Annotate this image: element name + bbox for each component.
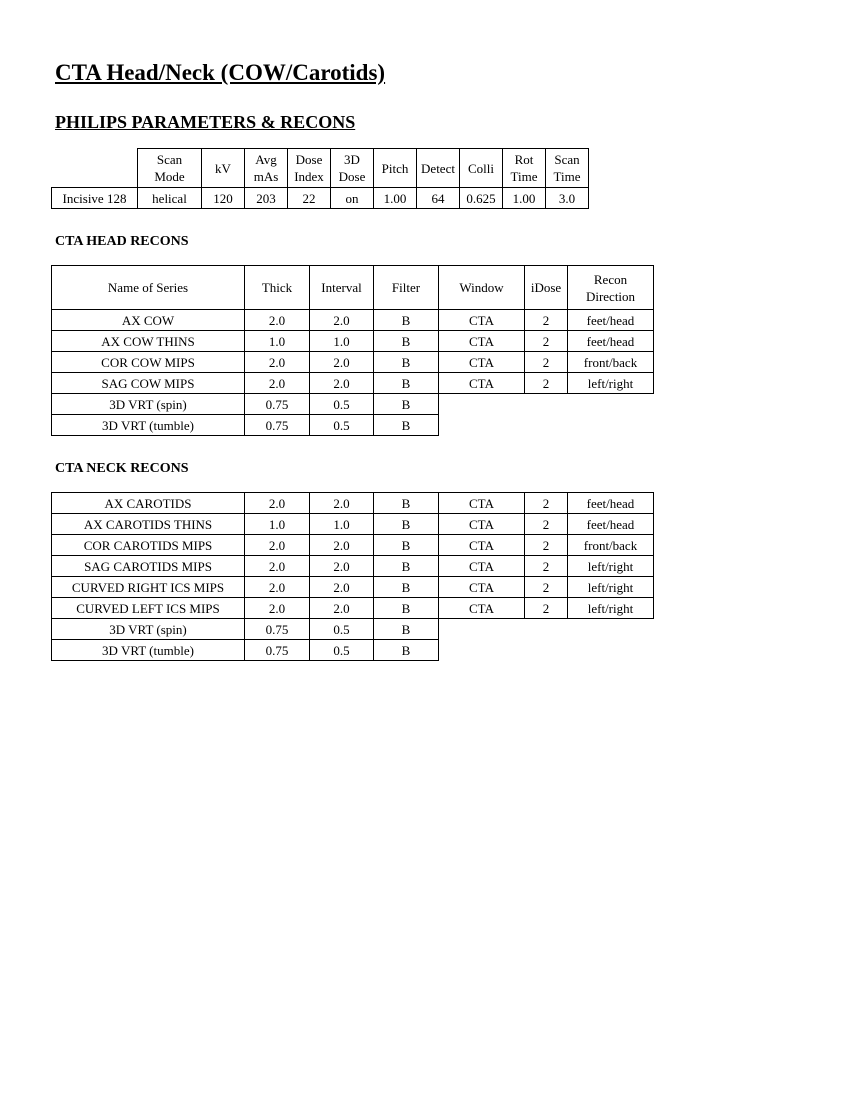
params-header-cell (503, 149, 546, 188)
head-recon-cell: 0.75 (245, 415, 310, 436)
head-recon-cell: feet/head (568, 331, 654, 352)
head-recon-cell: front/back (568, 352, 654, 373)
head-recon-cell: feet/head (568, 310, 654, 331)
params-header-cell (546, 149, 589, 188)
header-text: Scan (156, 152, 183, 167)
neck-recon-row (52, 535, 654, 556)
params-header-cell (374, 149, 417, 188)
neck-recon-cell: 1.0 (245, 514, 310, 535)
head-recon-cell: 0.75 (245, 394, 310, 415)
neck-recon-row (52, 619, 654, 640)
header-text: Scan (554, 152, 580, 167)
head-recon-header-row (52, 266, 654, 310)
header-text: Direction (585, 288, 636, 304)
params-cell: helical (138, 188, 202, 209)
neck-recon-cell: SAG CAROTIDS MIPS (52, 556, 245, 577)
header-text: mAs (253, 169, 279, 184)
head-recon-cell: AX COW (52, 310, 245, 331)
neck-recon-cell: left/right (568, 556, 654, 577)
header-text: Name of Series (107, 280, 189, 295)
header-text: Time (510, 169, 538, 184)
head-recon-cell: 2 (525, 373, 568, 394)
params-cell: 3.0 (546, 188, 589, 209)
neck-recon-empty-cell (525, 640, 568, 661)
neck-recon-row (52, 514, 654, 535)
neck-recon-cell: 2.0 (245, 577, 310, 598)
head-recon-cell: CTA (439, 310, 525, 331)
head-recon-cell: 1.0 (310, 331, 374, 352)
neck-recon-cell: left/right (568, 598, 654, 619)
params-header-cell (138, 149, 202, 188)
head-recons-table (51, 265, 654, 436)
neck-recon-row (52, 598, 654, 619)
neck-recon-empty-cell (568, 640, 654, 661)
neck-recon-cell: AX CAROTIDS THINS (52, 514, 245, 535)
head-recon-cell: 0.5 (310, 415, 374, 436)
neck-recon-cell: feet/head (568, 514, 654, 535)
neck-recons-heading: CTA NECK RECONS (55, 461, 189, 476)
neck-recon-cell: 3D VRT (spin) (52, 619, 245, 640)
head-recon-cell: 2.0 (310, 373, 374, 394)
neck-recon-cell: CTA (439, 556, 525, 577)
page-title: CTA Head/Neck (COW/Carotids) (55, 60, 386, 85)
head-recon-empty-cell (525, 394, 568, 415)
head-recon-cell: COR COW MIPS (52, 352, 245, 373)
params-header-cell (202, 149, 245, 188)
params-header-cell (417, 149, 460, 188)
header-text: Dose (295, 152, 323, 167)
neck-recon-cell: 2.0 (310, 598, 374, 619)
head-recon-empty-cell (439, 415, 525, 436)
head-recon-cell: 2.0 (245, 310, 310, 331)
header-text: Colli (467, 160, 494, 176)
neck-recon-empty-cell (439, 640, 525, 661)
head-recon-empty-cell (568, 394, 654, 415)
head-recon-empty-cell (439, 394, 525, 415)
header-text: Pitch (381, 160, 409, 176)
head-recon-cell: B (374, 373, 439, 394)
head-recon-cell: CTA (439, 352, 525, 373)
params-cell: 120 (202, 188, 245, 209)
head-recon-cell: 2 (525, 352, 568, 373)
head-recon-header-cell (525, 266, 568, 310)
params-cell: 1.00 (503, 188, 546, 209)
neck-recon-cell: 2.0 (310, 577, 374, 598)
head-recon-cell: SAG COW MIPS (52, 373, 245, 394)
head-recon-cell: B (374, 310, 439, 331)
header-text: Dose (338, 169, 366, 184)
params-cell: 203 (245, 188, 288, 209)
neck-recon-cell: 2 (525, 514, 568, 535)
head-recon-empty-cell (525, 415, 568, 436)
neck-recon-cell: 0.5 (310, 640, 374, 661)
head-recon-cell: CTA (439, 331, 525, 352)
head-recon-cell: 0.5 (310, 394, 374, 415)
neck-recon-cell: 0.75 (245, 640, 310, 661)
header-text: Time (553, 169, 581, 184)
neck-recon-cell: 2.0 (245, 493, 310, 514)
head-recon-cell: 3D VRT (spin) (52, 394, 245, 415)
head-recon-row (52, 394, 654, 415)
params-cell: 1.00 (374, 188, 417, 209)
head-recon-header-cell (568, 266, 654, 310)
head-recon-header-cell (374, 266, 439, 310)
header-text: kV (215, 160, 231, 176)
neck-recon-cell: B (374, 619, 439, 640)
neck-recon-cell: CTA (439, 493, 525, 514)
neck-recon-cell: CTA (439, 535, 525, 556)
header-text: Rot (514, 152, 534, 167)
head-recon-cell: AX COW THINS (52, 331, 245, 352)
head-recon-row (52, 352, 654, 373)
params-cell: on (331, 188, 374, 209)
neck-recon-cell: CURVED RIGHT ICS MIPS (52, 577, 245, 598)
neck-recon-cell: B (374, 535, 439, 556)
header-text: Index (294, 169, 324, 184)
neck-recon-cell: 0.5 (310, 619, 374, 640)
head-recon-cell: B (374, 415, 439, 436)
head-recon-cell: 2.0 (310, 310, 374, 331)
header-text: Recon (593, 271, 628, 287)
head-recon-header-cell (52, 266, 245, 310)
head-recon-cell: 2.0 (245, 352, 310, 373)
neck-recon-cell: 0.75 (245, 619, 310, 640)
neck-recon-row (52, 577, 654, 598)
neck-recon-cell: B (374, 556, 439, 577)
header-text: Thick (261, 280, 293, 295)
head-recon-cell: 2 (525, 331, 568, 352)
neck-recons-table (51, 492, 654, 661)
neck-recon-cell: 2.0 (310, 556, 374, 577)
header-text: Interval (321, 280, 362, 295)
head-recon-header-cell (310, 266, 374, 310)
neck-recon-cell: B (374, 493, 439, 514)
params-cell: 22 (288, 188, 331, 209)
neck-recon-empty-cell (568, 619, 654, 640)
params-cell: Incisive 128 (52, 188, 138, 209)
params-header-cell (288, 149, 331, 188)
header-text: iDose (530, 280, 562, 295)
neck-recon-cell: feet/head (568, 493, 654, 514)
neck-recon-cell: front/back (568, 535, 654, 556)
head-recon-cell: 2.0 (245, 373, 310, 394)
section-subtitle: PHILIPS PARAMETERS & RECONS (55, 112, 356, 132)
header-text: Avg (255, 152, 277, 167)
params-header-cell (331, 149, 374, 188)
params-header-blank (52, 149, 138, 188)
params-header-row (52, 149, 589, 188)
neck-recon-cell: 2 (525, 493, 568, 514)
header-text: Detect (421, 160, 455, 176)
head-recon-header-cell (245, 266, 310, 310)
neck-recon-cell: CTA (439, 598, 525, 619)
neck-recon-cell: 2.0 (310, 493, 374, 514)
neck-recon-cell: left/right (568, 577, 654, 598)
neck-recon-row (52, 493, 654, 514)
neck-recon-row (52, 640, 654, 661)
params-header-cell (245, 149, 288, 188)
head-recon-cell: B (374, 352, 439, 373)
head-recon-cell: 2.0 (310, 352, 374, 373)
header-text: Window (459, 280, 504, 295)
head-recon-cell: B (374, 394, 439, 415)
neck-recon-cell: B (374, 598, 439, 619)
head-recon-row (52, 310, 654, 331)
neck-recon-cell: 2.0 (245, 598, 310, 619)
head-recon-header-cell (439, 266, 525, 310)
head-recon-cell: 3D VRT (tumble) (52, 415, 245, 436)
header-text: Filter (391, 280, 421, 295)
header-text: 3D (344, 152, 360, 167)
neck-recon-cell: B (374, 514, 439, 535)
neck-recon-row (52, 556, 654, 577)
neck-recon-cell: 3D VRT (tumble) (52, 640, 245, 661)
neck-recon-cell: B (374, 640, 439, 661)
neck-recon-cell: 2.0 (310, 535, 374, 556)
neck-recon-cell: 2.0 (245, 556, 310, 577)
scan-parameters-table (51, 148, 589, 209)
head-recon-cell: CTA (439, 373, 525, 394)
neck-recon-cell: B (374, 577, 439, 598)
neck-recon-cell: CTA (439, 577, 525, 598)
params-row (52, 188, 589, 209)
head-recon-cell: 2 (525, 310, 568, 331)
head-recon-row (52, 331, 654, 352)
neck-recon-empty-cell (525, 619, 568, 640)
neck-recon-cell: COR CAROTIDS MIPS (52, 535, 245, 556)
head-recon-cell: 1.0 (245, 331, 310, 352)
head-recon-empty-cell (568, 415, 654, 436)
neck-recon-cell: 2 (525, 598, 568, 619)
neck-recon-cell: 2.0 (245, 535, 310, 556)
neck-recon-cell: 2 (525, 577, 568, 598)
head-recon-cell: B (374, 331, 439, 352)
params-header-cell (460, 149, 503, 188)
neck-recon-cell: CTA (439, 514, 525, 535)
head-recon-row (52, 373, 654, 394)
head-recons-heading: CTA HEAD RECONS (55, 234, 189, 249)
neck-recon-cell: 2 (525, 535, 568, 556)
params-cell: 64 (417, 188, 460, 209)
head-recon-row (52, 415, 654, 436)
neck-recon-cell: AX CAROTIDS (52, 493, 245, 514)
head-recon-cell: left/right (568, 373, 654, 394)
params-cell: 0.625 (460, 188, 503, 209)
neck-recon-cell: 1.0 (310, 514, 374, 535)
header-text: Mode (154, 169, 185, 184)
neck-recon-cell: 2 (525, 556, 568, 577)
neck-recon-cell: CURVED LEFT ICS MIPS (52, 598, 245, 619)
neck-recon-empty-cell (439, 619, 525, 640)
